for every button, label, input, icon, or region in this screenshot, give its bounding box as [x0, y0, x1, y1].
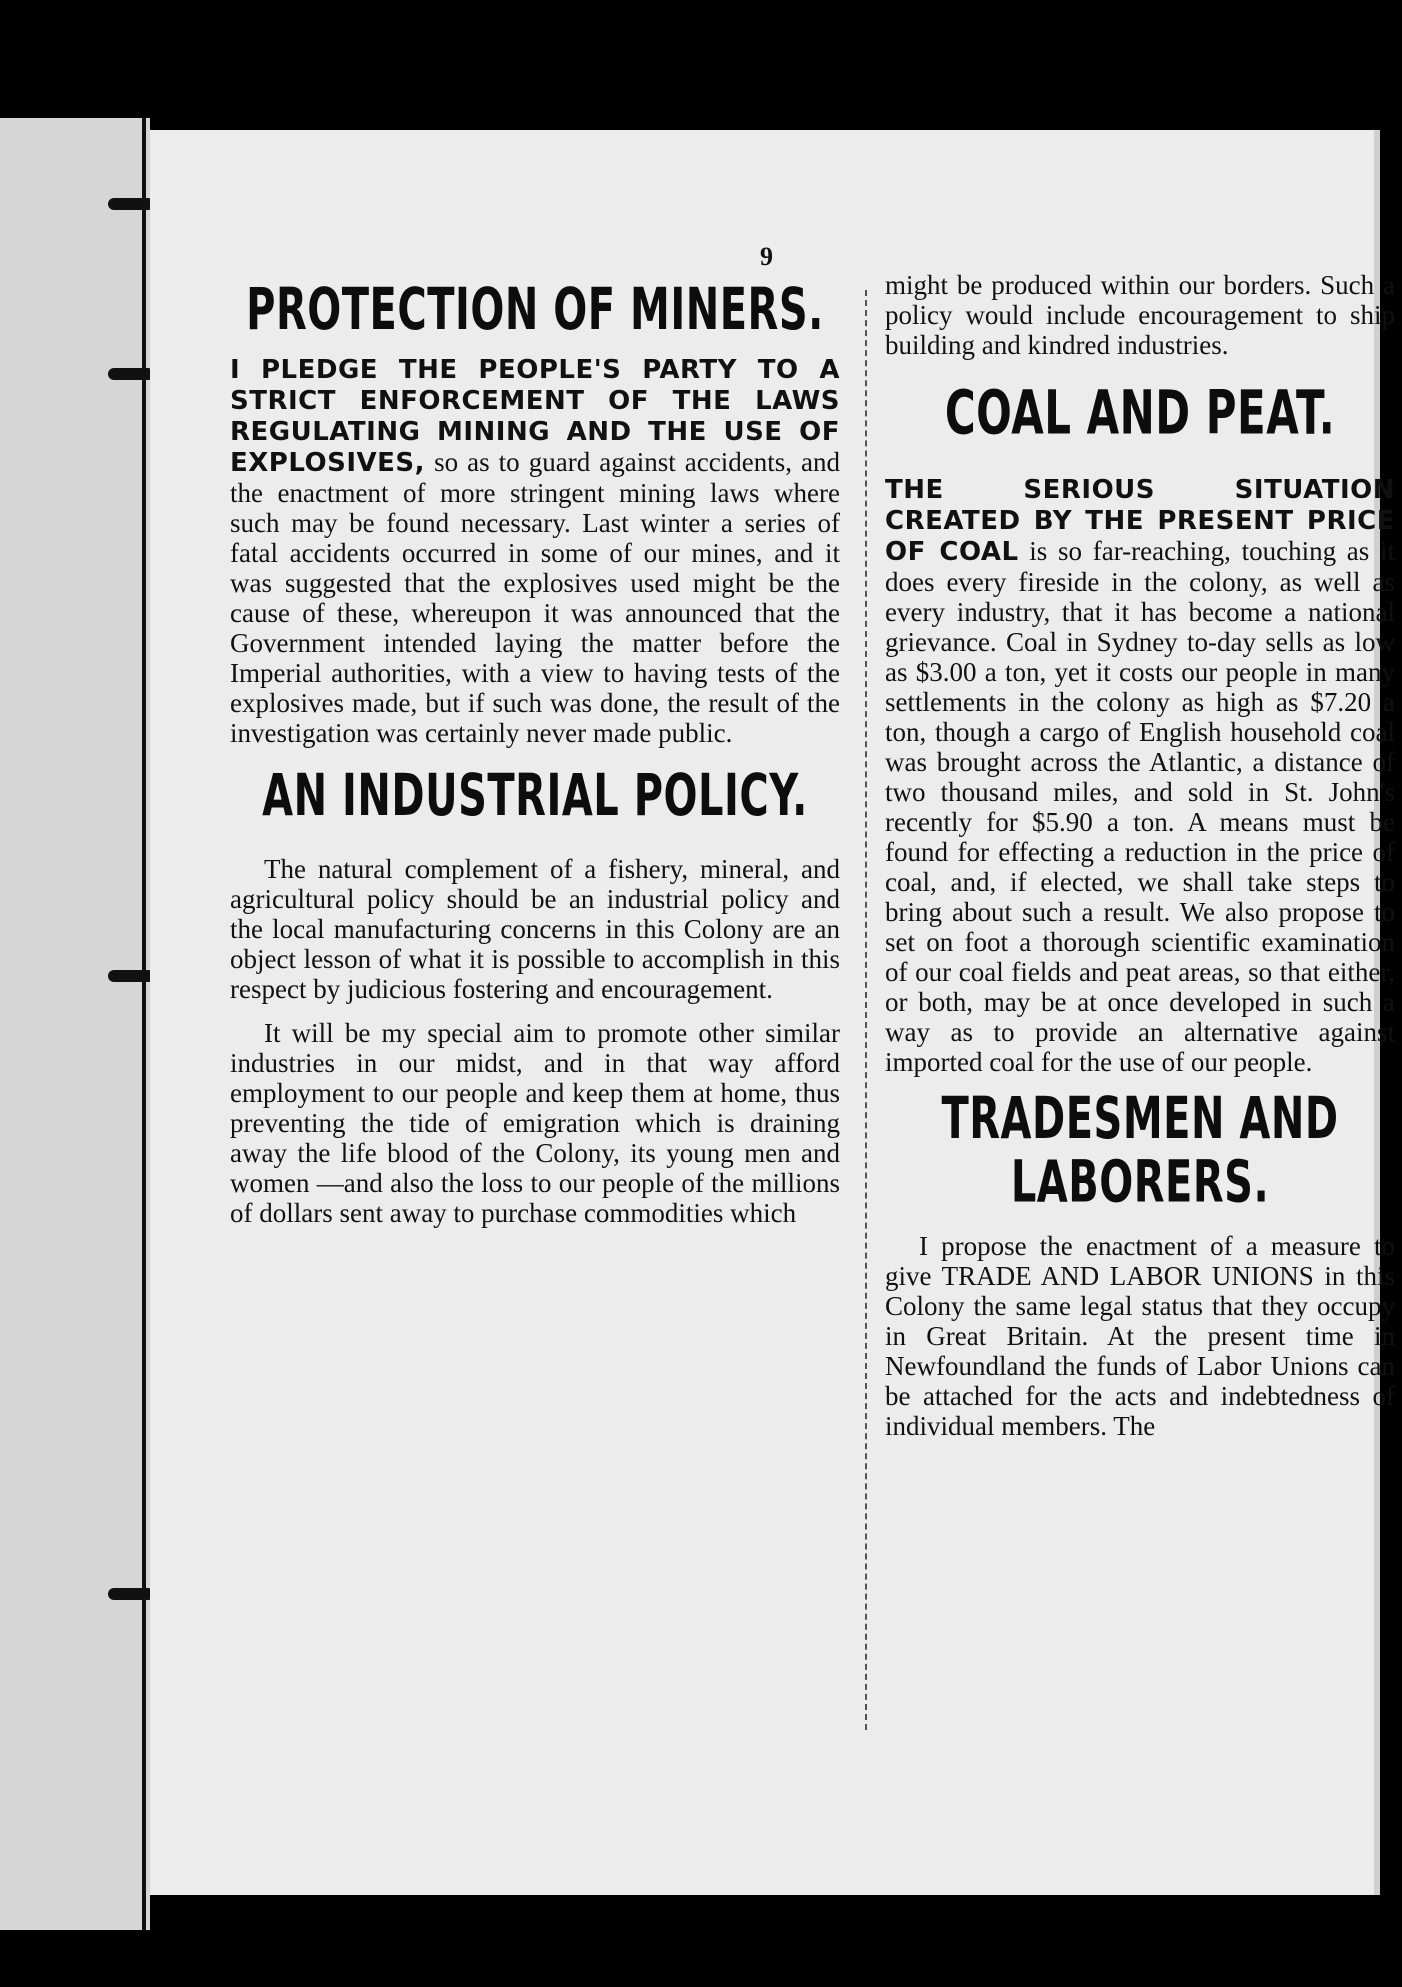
coal-heading: COAL AND PEAT. — [944, 376, 1336, 448]
trades-paragraph: I propose the enactment of a measure to give TRADE AND LABOR UNIONS in this Colony the same legal status that they occupy in Great Britain. At the present time in Newfoundland the funds of Labor Unions can be attached for the acts and indebtedness of individual members. The — [885, 1231, 1395, 1442]
industrial-paragraph-1: The natural complement of a fishery, mineral, and agricultural policy should be an industrial policy and the local manufacturing concerns in this Colony are an object lesson of what it is possible to accomplish in this respect by judicious fostering and encouragement. — [230, 854, 840, 1004]
continuation-paragraph: might be produced within our borders. Such a policy would include encouragement to ship building and kindred industries. — [885, 270, 1395, 360]
document-page — [150, 130, 1396, 1895]
coal-body: is so far-reaching, touching as it does every fireside in the colony, as well as every industry, that it has become a national grievance. Coal in Sydney to-day sells as low as $3.00 a ton, yet it costs our people in many settlements in the colony as high as $7.20 a ton, though a cargo of English household coal was brought across the Atlantic, a distance of two thousand miles, and sold in St. John's recently for $5.90 a ton. A means must be found for effecting a reduction in the price of coal, and, if elected, we shall take steps to bring about such a result. We also propose to set on foot a thorough scientific examination of our coal fields and peat areas, so that either, or both, may be at once developed in such a way as to provide an alternative against imported coal for the use of our people. — [885, 536, 1396, 1078]
previous-page-edge — [0, 118, 150, 1930]
miners-body: so as to guard against accidents, and the enactment of more stringent mining laws where such may be found necessary. Last winter a series of fatal accidents occurred in some of our mines, and it was suggested that the explosives used might be the cause of these, whereupon it was announced that the Government intended laying the matter before the Imperial authorities, with a view to having tests of the explosives made, but if such was done, the result of the investigation was certainly never made public. — [230, 447, 841, 748]
binding-line — [142, 118, 146, 1930]
coal-paragraph — [885, 474, 1395, 1077]
column-divider — [865, 290, 867, 1730]
trades-heading: TRADESMEN AND LABORERS. — [941, 1085, 1339, 1217]
right-column — [885, 270, 1395, 1455]
page-number: 9 — [760, 242, 773, 271]
miners-paragraph — [230, 354, 840, 748]
industrial-paragraph-2: It will be my special aim to promote other similar industries in our midst, and in that way afford employment to our people and keep them at home, thus preventing the tide of emigration which is draining away the life blood of the Colony, its young men and women —and also the loss to our people of the millions of dollars sent away to purchase commodities which — [230, 1018, 840, 1228]
binding-mark — [108, 198, 154, 210]
industrial-heading: AN INDUSTRIAL POLICY. — [262, 762, 808, 830]
binding-mark — [108, 970, 154, 982]
coal-lead: THE SERIOUS SITUATION CREATED BY THE PRESENT PRICE OF COAL — [885, 475, 1395, 568]
left-column — [230, 270, 840, 1242]
miners-heading: PROTECTION OF MINERS. — [246, 276, 824, 344]
binding-mark — [108, 368, 154, 380]
binding-mark — [108, 1588, 154, 1600]
miners-lead: I PLEDGE THE PEOPLE'S PARTY TO A STRICT ENFORCEMENT OF THE LAWS REGULATING MINING AND THE USE OF EXPLOSIVES, — [230, 355, 840, 478]
